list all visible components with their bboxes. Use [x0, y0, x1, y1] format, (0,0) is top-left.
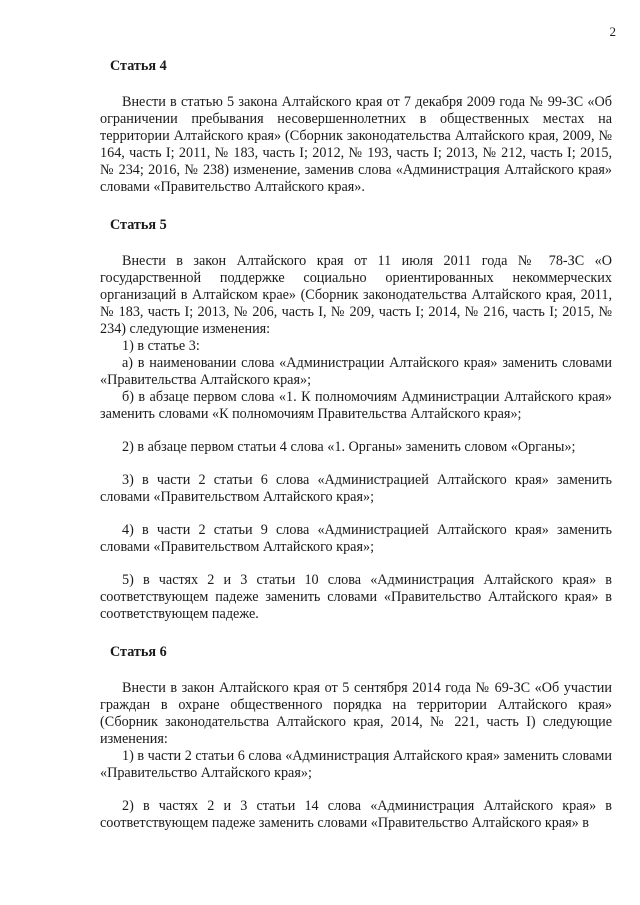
list-item: 1) в части 2 статьи 6 слова «Администрация Алтайского края» заменить словами «Правительство Алтайского края»; — [100, 748, 612, 781]
list-item: 2) в частях 2 и 3 статьи 14 слова «Администрация Алтайского края» в соответствующем падеже заменить словами «Правительство Алтайского края» в — [100, 798, 612, 831]
list-item: 1) в статье 3: — [122, 338, 200, 354]
list-item: 3) в части 2 статьи 6 слова «Администрацией Алтайского края» заменить словами «Правительством Алтайского края»; — [100, 472, 612, 505]
article-heading: Статья 4 — [110, 58, 167, 74]
article-heading: Статья 5 — [110, 217, 167, 233]
article-paragraph: Внести в статью 5 закона Алтайского края от 7 декабря 2009 года № 99-ЗС «Об ограничении пребывания несовершеннолетних в общественных местах на территории Алтайского края» (Сборник законодательства Алтайского края, 2009, № 164, часть I; 2011, № 183, часть I; 2012, № 193, часть I; 2013, № 212, часть I; 2015, № 234; 2016, № 238) изменение, заменив слова «Администрация Алтайского края» словами «Правительство Алтайского края». — [100, 94, 612, 195]
document-body — [100, 58, 612, 832]
article-paragraph: Внести в закон Алтайского края от 11 июля 2011 года № 78-ЗС «О государственной поддержке социально ориентированных некоммерческих организаций в Алтайском крае» (Сборник законодательства Алтайского края, 2011, № 183, часть I; 2013, № 206, часть I, № 209, часть I; 2014, № 216, часть I; 2015, № 234) следующие изменения: — [100, 253, 612, 337]
article-4 — [100, 58, 612, 196]
article-5 — [100, 217, 612, 623]
list-item: 4) в части 2 статьи 9 слова «Администрацией Алтайского края» заменить словами «Правительством Алтайского края»; — [100, 522, 612, 555]
article-6 — [100, 644, 612, 832]
list-item: б) в абзаце первом слова «1. К полномочиям Администрации Алтайского края» заменить словами «К полномочиям Правительства Алтайского края»; — [100, 389, 612, 422]
article-paragraph: Внести в закон Алтайского края от 5 сентября 2014 года № 69-ЗС «Об участии граждан в охране общественного порядка на территории Алтайского края» (Сборник законодательства Алтайского края, 2014, № 221, часть I) следующие изменения: — [100, 680, 612, 747]
page-number: 2 — [609, 24, 616, 39]
article-heading: Статья 6 — [110, 644, 167, 660]
list-item: 5) в частях 2 и 3 статьи 10 слова «Администрация Алтайского края» в соответствующем падеже заменить словами «Правительство Алтайского края» в соответствующем падеже. — [100, 572, 612, 622]
list-item: 2) в абзаце первом статьи 4 слова «1. Органы» заменить словом «Органы»; — [122, 439, 576, 455]
list-item: а) в наименовании слова «Администрации Алтайского края» заменить словами «Правительства Алтайского края»; — [100, 355, 612, 388]
